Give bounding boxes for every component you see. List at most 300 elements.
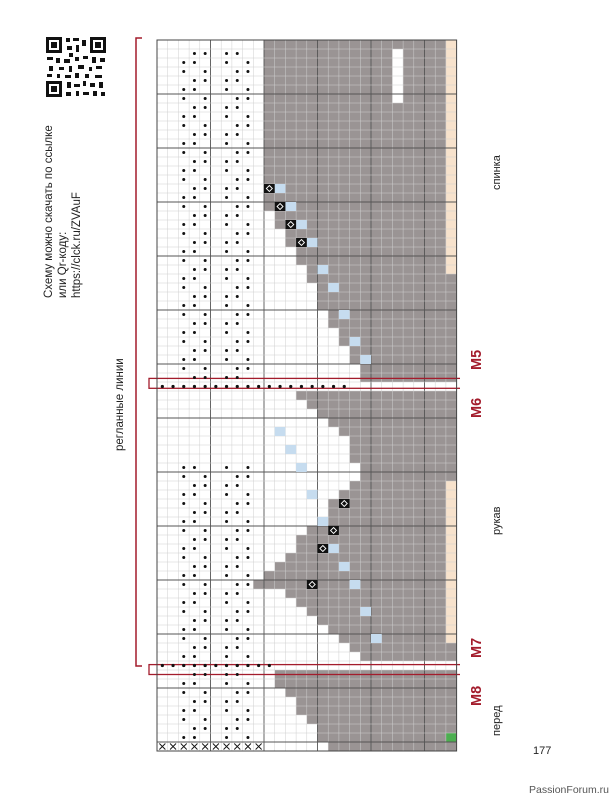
purl-dot <box>182 259 185 262</box>
purl-dot <box>182 223 185 226</box>
purl-dot <box>182 520 185 523</box>
purl-dot <box>225 160 228 163</box>
purl-dot <box>225 736 228 739</box>
purl-dot <box>246 115 249 118</box>
purl-dot <box>225 322 228 325</box>
knitting-chart <box>145 38 460 752</box>
purl-dot <box>204 106 207 109</box>
decrease-cell <box>296 220 307 229</box>
purl-dot <box>193 349 196 352</box>
x-mark-icon <box>170 744 176 750</box>
purl-dot <box>236 187 239 190</box>
purl-dot <box>182 97 185 100</box>
purl-dot <box>182 70 185 73</box>
purl-dot <box>182 151 185 154</box>
x-mark-icon <box>191 744 197 750</box>
decrease-cell <box>371 634 382 643</box>
purl-dot <box>246 529 249 532</box>
purl-dot <box>246 574 249 577</box>
purl-dot <box>204 349 207 352</box>
purl-dot <box>236 502 239 505</box>
purl-dot <box>204 484 207 487</box>
purl-dot <box>204 268 207 271</box>
purl-dot <box>182 304 185 307</box>
decrease-cell <box>275 184 286 193</box>
purl-dot <box>182 331 185 334</box>
purl-dot <box>171 385 174 388</box>
purl-dot <box>236 70 239 73</box>
purl-dot <box>225 520 228 523</box>
grey-cell-block <box>360 463 456 472</box>
raglan-lines-label: регланные линии <box>114 358 126 451</box>
x-mark-icon <box>224 744 230 750</box>
purl-dot <box>246 358 249 361</box>
purl-dot <box>236 691 239 694</box>
purl-dot <box>225 358 228 361</box>
purl-dot <box>204 52 207 55</box>
decrease-cell <box>328 544 339 553</box>
purl-dot <box>204 160 207 163</box>
purl-dot <box>236 97 239 100</box>
purl-dot <box>204 340 207 343</box>
purl-dot <box>182 88 185 91</box>
purl-dot <box>182 547 185 550</box>
purl-dot <box>182 286 185 289</box>
purl-dot <box>236 259 239 262</box>
purl-dot <box>182 232 185 235</box>
purl-dot <box>193 682 196 685</box>
marker-m6: М6 <box>469 397 485 418</box>
purl-dot <box>225 601 228 604</box>
region-label-front: перед <box>491 705 503 736</box>
grey-cell-block <box>296 256 457 265</box>
decrease-cell <box>307 238 318 247</box>
purl-dot <box>225 169 228 172</box>
purl-dot <box>257 664 260 667</box>
purl-dot <box>225 187 228 190</box>
purl-dot <box>182 601 185 604</box>
purl-dot <box>246 547 249 550</box>
purl-dot <box>225 250 228 253</box>
purl-dot <box>182 196 185 199</box>
purl-dot <box>236 727 239 730</box>
purl-dot <box>193 61 196 64</box>
purl-dot <box>204 529 207 532</box>
purl-dot <box>225 295 228 298</box>
purl-dot <box>246 331 249 334</box>
purl-dot <box>236 664 239 667</box>
purl-dot <box>193 466 196 469</box>
purl-dot <box>246 151 249 154</box>
purl-dot <box>182 277 185 280</box>
purl-dot <box>225 142 228 145</box>
purl-dot <box>225 727 228 730</box>
purl-dot <box>225 214 228 217</box>
purl-dot <box>236 475 239 478</box>
purl-dot <box>225 565 228 568</box>
purl-dot <box>225 133 228 136</box>
purl-dot <box>332 385 335 388</box>
decrease-cell <box>307 490 318 499</box>
purl-dot <box>236 286 239 289</box>
purl-dot <box>182 205 185 208</box>
purl-dot <box>225 700 228 703</box>
purl-dot <box>193 565 196 568</box>
caption-line-1: Схему можно скачать по ссылке <box>43 125 55 298</box>
purl-dot <box>193 133 196 136</box>
purl-dot <box>182 556 185 559</box>
purl-dot <box>236 106 239 109</box>
purl-dot <box>236 268 239 271</box>
purl-dot <box>204 556 207 559</box>
grey-cell-block <box>360 472 456 481</box>
caption-link[interactable]: https://clck.ru/ZVAuF <box>71 192 83 298</box>
purl-dot <box>193 169 196 172</box>
purl-dot <box>204 502 207 505</box>
grey-cell-block <box>339 328 457 337</box>
purl-dot <box>204 205 207 208</box>
purl-dot <box>236 313 239 316</box>
purl-dot <box>193 628 196 631</box>
purl-dot <box>236 241 239 244</box>
purl-dot <box>182 358 185 361</box>
purl-dot <box>225 493 228 496</box>
purl-dot <box>225 619 228 622</box>
x-mark-icon <box>213 744 219 750</box>
purl-dot <box>236 160 239 163</box>
purl-dot <box>225 511 228 514</box>
qr-code-icon <box>45 36 107 98</box>
purl-dot <box>204 592 207 595</box>
x-mark-icon <box>234 744 240 750</box>
purl-dot <box>246 502 249 505</box>
purl-dot <box>236 619 239 622</box>
purl-dot <box>246 682 249 685</box>
grey-cell-block <box>318 724 457 733</box>
purl-dot <box>204 259 207 262</box>
grey-cell-block <box>296 247 457 256</box>
grey-cell-block <box>318 292 457 301</box>
purl-dot <box>204 97 207 100</box>
purl-dot <box>182 340 185 343</box>
x-mark-icon <box>202 744 208 750</box>
grey-cell-block <box>318 733 457 742</box>
purl-dot <box>236 646 239 649</box>
purl-dot <box>225 223 228 226</box>
purl-dot <box>225 646 228 649</box>
purl-dot <box>311 385 314 388</box>
decrease-cell <box>318 517 329 526</box>
purl-dot <box>225 484 228 487</box>
purl-dot <box>193 538 196 541</box>
purl-dot <box>321 385 324 388</box>
purl-dot <box>193 511 196 514</box>
region-label-sleeve: рукав <box>491 506 503 535</box>
purl-dot <box>193 493 196 496</box>
purl-dot <box>193 592 196 595</box>
purl-dot <box>193 79 196 82</box>
x-mark-icon <box>159 744 165 750</box>
decrease-cell <box>275 427 286 436</box>
purl-dot <box>278 385 281 388</box>
purl-dot <box>182 610 185 613</box>
purl-dot <box>246 367 249 370</box>
purl-dot <box>204 70 207 73</box>
purl-dot <box>204 538 207 541</box>
decrease-cell <box>296 463 307 472</box>
purl-dot <box>193 160 196 163</box>
x-mark-icon <box>245 744 251 750</box>
purl-dot <box>182 385 185 388</box>
purl-dot <box>204 313 207 316</box>
purl-dot <box>193 646 196 649</box>
purl-dot <box>236 124 239 127</box>
marker-m8: М8 <box>469 685 485 706</box>
purl-dot <box>225 196 228 199</box>
purl-dot <box>182 664 185 667</box>
purl-dot <box>182 682 185 685</box>
decrease-cell <box>339 562 350 571</box>
grey-cell-block <box>318 301 457 310</box>
decrease-cell <box>360 355 371 364</box>
purl-dot <box>193 673 196 676</box>
purl-dot <box>225 115 228 118</box>
purl-dot <box>225 52 228 55</box>
purl-dot <box>225 61 228 64</box>
grey-cell-block <box>339 427 457 436</box>
purl-dot <box>182 709 185 712</box>
purl-dot <box>236 529 239 532</box>
purl-dot <box>236 376 239 379</box>
purl-dot <box>193 322 196 325</box>
page-number: 177 <box>533 745 552 757</box>
purl-dot <box>193 52 196 55</box>
purl-dot <box>236 295 239 298</box>
purl-dot <box>193 385 196 388</box>
purl-dot <box>193 655 196 658</box>
purl-dot <box>182 655 185 658</box>
purl-dot <box>236 700 239 703</box>
purl-dot <box>193 223 196 226</box>
purl-dot <box>246 340 249 343</box>
purl-dot <box>236 556 239 559</box>
purl-dot <box>343 385 346 388</box>
purl-dot <box>204 322 207 325</box>
purl-dot <box>246 205 249 208</box>
purl-dot <box>225 88 228 91</box>
purl-dot <box>204 241 207 244</box>
purl-dot <box>225 349 228 352</box>
purl-dot <box>246 178 249 181</box>
purl-dot <box>236 322 239 325</box>
purl-dot <box>182 250 185 253</box>
purl-dot <box>225 241 228 244</box>
purl-dot <box>225 466 228 469</box>
purl-dot <box>246 466 249 469</box>
purl-dot <box>246 610 249 613</box>
decrease-cell <box>350 580 361 589</box>
purl-dot <box>246 601 249 604</box>
purl-dot <box>161 385 164 388</box>
purl-dot <box>193 709 196 712</box>
purl-dot <box>225 574 228 577</box>
purl-dot <box>246 286 249 289</box>
purl-dot <box>193 484 196 487</box>
purl-dot <box>246 628 249 631</box>
x-mark-icon <box>181 744 187 750</box>
purl-dot <box>246 691 249 694</box>
watermark: PassionForum.ru <box>529 784 609 796</box>
purl-dot <box>204 646 207 649</box>
purl-dot <box>236 565 239 568</box>
purl-dot <box>246 250 249 253</box>
purl-dot <box>246 520 249 523</box>
purl-dot <box>236 583 239 586</box>
purl-dot <box>204 286 207 289</box>
purl-dot <box>236 133 239 136</box>
caption-line-2: или Qr-коду: <box>57 231 69 298</box>
purl-dot <box>204 232 207 235</box>
purl-dot <box>182 475 185 478</box>
purl-dot <box>193 88 196 91</box>
x-mark-icon <box>256 744 262 750</box>
purl-dot <box>171 664 174 667</box>
purl-dot <box>182 367 185 370</box>
decrease-cell <box>285 202 296 211</box>
purl-dot <box>246 709 249 712</box>
purl-dot <box>193 187 196 190</box>
purl-dot <box>236 484 239 487</box>
purl-dot <box>182 493 185 496</box>
purl-dot <box>182 169 185 172</box>
purl-dot <box>204 637 207 640</box>
purl-dot <box>204 178 207 181</box>
purl-dot <box>225 277 228 280</box>
grey-cell-block <box>296 697 457 706</box>
purl-dot <box>236 511 239 514</box>
purl-dot <box>246 232 249 235</box>
green-cell <box>446 733 457 742</box>
purl-dot <box>225 655 228 658</box>
purl-dot <box>214 385 217 388</box>
purl-dot <box>204 124 207 127</box>
purl-dot <box>204 718 207 721</box>
purl-dot <box>236 367 239 370</box>
decrease-cell <box>328 283 339 292</box>
grey-cell-block <box>318 409 457 418</box>
purl-dot <box>236 610 239 613</box>
purl-dot <box>193 196 196 199</box>
purl-dot <box>246 169 249 172</box>
purl-dot <box>289 385 292 388</box>
purl-dot <box>225 79 228 82</box>
purl-dot <box>193 277 196 280</box>
purl-dot <box>193 295 196 298</box>
purl-dot <box>246 142 249 145</box>
decrease-cell <box>360 607 371 616</box>
purl-dot <box>236 592 239 595</box>
purl-dot <box>246 313 249 316</box>
purl-dot <box>300 385 303 388</box>
purl-dot <box>225 547 228 550</box>
purl-dot <box>204 727 207 730</box>
qr-code <box>45 36 107 98</box>
purl-dot <box>193 736 196 739</box>
purl-dot <box>246 124 249 127</box>
purl-dot <box>236 232 239 235</box>
purl-dot <box>182 124 185 127</box>
purl-dot <box>182 718 185 721</box>
grey-cell-block <box>296 706 457 715</box>
purl-dot <box>204 385 207 388</box>
purl-dot <box>246 637 249 640</box>
purl-dot <box>246 259 249 262</box>
grey-cell-block <box>296 391 457 400</box>
purl-dot <box>204 79 207 82</box>
purl-dot <box>246 736 249 739</box>
download-caption <box>42 125 84 298</box>
purl-dot <box>182 466 185 469</box>
purl-dot <box>225 682 228 685</box>
grey-cell-block <box>318 616 457 625</box>
decrease-cell <box>285 445 296 454</box>
purl-dot <box>193 358 196 361</box>
purl-dot <box>204 376 207 379</box>
grey-cell-block <box>339 490 457 499</box>
purl-dot <box>193 601 196 604</box>
purl-dot <box>246 583 249 586</box>
purl-dot <box>214 664 217 667</box>
purl-dot <box>182 529 185 532</box>
purl-dot <box>257 385 260 388</box>
purl-dot <box>246 70 249 73</box>
purl-dot <box>182 502 185 505</box>
purl-dot <box>246 88 249 91</box>
purl-dot <box>182 142 185 145</box>
purl-dot <box>193 250 196 253</box>
purl-dot <box>236 52 239 55</box>
purl-dot <box>204 214 207 217</box>
purl-dot <box>236 214 239 217</box>
purl-dot <box>182 736 185 739</box>
raglan-bracket <box>126 30 146 675</box>
grey-cell-block <box>360 364 456 373</box>
purl-dot <box>236 637 239 640</box>
purl-dot <box>268 664 271 667</box>
purl-dot <box>246 97 249 100</box>
grey-cell-block <box>296 535 457 544</box>
purl-dot <box>182 583 185 586</box>
purl-dot <box>225 304 228 307</box>
purl-dot <box>193 574 196 577</box>
purl-dot <box>225 331 228 334</box>
purl-dot <box>246 493 249 496</box>
purl-dot <box>225 385 228 388</box>
purl-dot <box>204 475 207 478</box>
purl-dot <box>246 304 249 307</box>
purl-dot <box>204 700 207 703</box>
grey-cell-block <box>360 652 456 661</box>
purl-dot <box>204 619 207 622</box>
purl-dot <box>246 277 249 280</box>
purl-dot <box>193 106 196 109</box>
purl-dot <box>225 106 228 109</box>
purl-dot <box>225 628 228 631</box>
purl-dot <box>225 709 228 712</box>
decrease-cell <box>318 265 329 274</box>
purl-dot <box>246 223 249 226</box>
purl-dot <box>204 133 207 136</box>
